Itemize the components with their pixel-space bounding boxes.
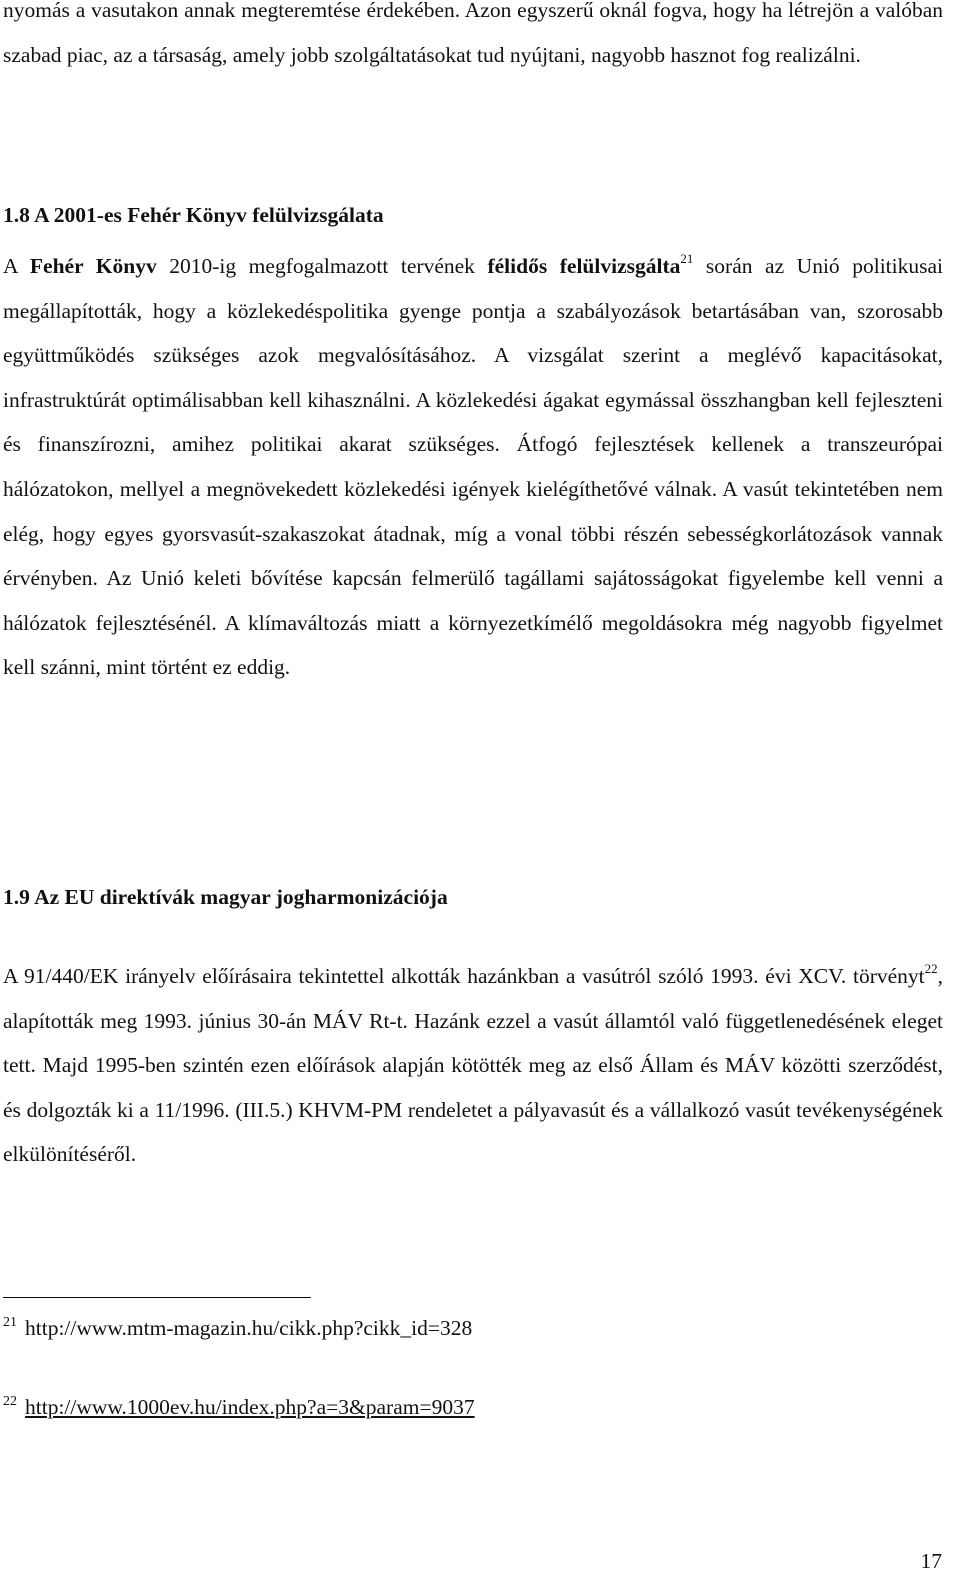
- footnote-link-21[interactable]: http://www.mtm-magazin.hu/cikk.php?cikk_id=328: [25, 1316, 473, 1340]
- section-1-9-paragraph: [3, 954, 943, 1177]
- s18-text-a: A: [3, 254, 30, 278]
- footnote-link-22[interactable]: http://www.1000ev.hu/index.php?a=3&param=9037: [25, 1395, 475, 1419]
- s19-text-a: A 91/440/EK irányelv előírásaira tekintettel alkották hazánkban a vasútról szóló 1993. évi XCV. törvényt: [3, 964, 925, 988]
- section-1-9-heading: 1.9 Az EU direktívák magyar jogharmonizációja: [3, 885, 448, 909]
- intro-paragraph: [3, 0, 943, 77]
- intro-text: nyomás a vasutakon annak megteremtése érdekében. Azon egyszerű oknál fogva, hogy ha létrejön a valóban szabad piac, az a társaság, amely jobb szolgáltatásokat tud nyújtani, nagyobb hasznot fog realizálni.: [3, 0, 943, 67]
- s18-text-c: 2010-ig megfogalmazott tervének: [156, 254, 488, 278]
- footnote-21: [3, 1313, 472, 1347]
- section-1-8-heading: 1.8 A 2001-es Fehér Könyv felülvizsgálata: [3, 203, 384, 227]
- footnote-ref-22[interactable]: 22: [924, 960, 938, 976]
- footnote-mark-21: 21: [3, 1315, 17, 1330]
- footnote-mark-22: 22: [3, 1394, 17, 1409]
- s19-text-b: , alapították meg 1993. június 30-án MÁV Rt-t. Hazánk ezzel a vasút államtól való függetlenedésének eleget tett. Majd 1995-ben szintén ezen előírások alapján kötötték meg az első Állam és MÁV közötti szerződést, és dolgozták ki a 11/1996. (III.5.) KHVM-PM rendeletet a pályavasút és a vállalkozó vasút tevékenységének elkülönítéséről.: [3, 964, 943, 1167]
- footnote-ref-21[interactable]: 21: [680, 250, 694, 266]
- s18-bold-fehér-könyv: Fehér Könyv: [29, 254, 157, 278]
- page-number: 17: [920, 1549, 942, 1573]
- footnote-22: [3, 1392, 475, 1426]
- s18-text-e: során az Unió politikusai megállapították, hogy a közlekedéspolitika gyenge pontja a szabályozások betartásában van, szorosabb együttműködés szükséges azok megvalósításához. A vizsgálat szerint a meglévő kapacitásokat, infrastruktúrát optimálisabban kell kihasználni. A közlekedési ágakat egymással összhangban kell fejleszteni és finanszírozni, amihez politikai akarat szükséges. Átfogó fejlesztések kellenek a transzeurópai hálózatokon, mellyel a megnövekedett közlekedési igények kielégíthetővé válnak. A vasút tekintetében nem elég, hogy egyes gyorsvasút-szakaszokat átadnak, míg a vonal többi részén sebességkorlátozások vannak érvényben. Az Unió keleti bővítése kapcsán felmerülő tagállami sajátosságokat figyelembe kell venni a hálózatok fejlesztésénél. A klímaváltozás miatt a környezetkímélő megoldásokra még nagyobb figyelmet kell szánni, mint történt ez eddig.: [3, 254, 944, 680]
- footnote-separator: [3, 1297, 311, 1298]
- section-1-8-paragraph: [3, 244, 943, 690]
- s18-bold-felulvizsgalta: félidős felülvizsgálta: [487, 254, 681, 278]
